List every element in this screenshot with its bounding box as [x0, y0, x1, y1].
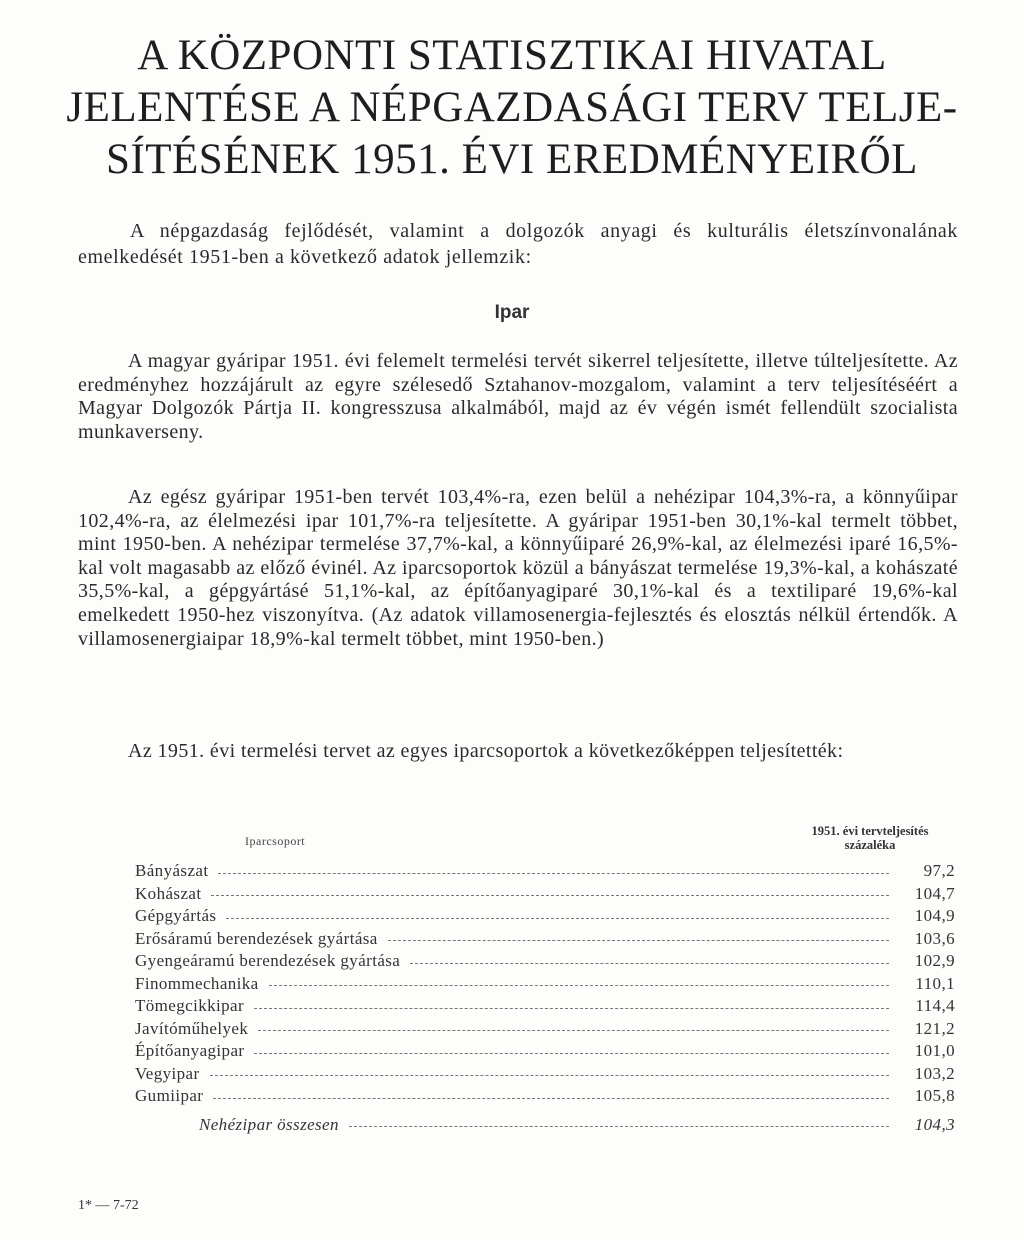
row-value: 110,1: [915, 973, 955, 993]
row-label: Gépgyártás: [135, 906, 217, 926]
row-label: Erősáramú berendezések gyártása: [135, 928, 378, 948]
table-total-row: [135, 1114, 955, 1137]
row-value: 105,8: [914, 1086, 955, 1106]
plan-fulfillment-table: [135, 820, 955, 1136]
paragraph-1: A magyar gyáripar 1951. évi felemelt termelési tervét sikerrel teljesítette, illetve túlteljesítette. Az eredményhez hozzájárult az egyre szélesedő Sztahanov-mozgalom, valamint a terv teljesítéséért a Magyar Dolgozók Pártja II. kongresszusa alkalmából, majd az év végén ismét fellendült szocialista munkaverseny.: [78, 350, 958, 443]
table-row: [135, 928, 955, 951]
row-label: Finommechanika: [135, 973, 259, 993]
leader-dashes: [211, 895, 889, 896]
table-body: [135, 860, 955, 1108]
row-label: Gyengeáramú berendezések gyártása: [135, 951, 401, 971]
table-row: [135, 883, 955, 906]
leader-dashes: [349, 1126, 889, 1127]
row-label: Építőanyagipar: [135, 1041, 245, 1061]
row-label: Bányászat: [135, 861, 209, 881]
row-value: 104,9: [914, 906, 955, 926]
row-value: 102,9: [914, 951, 955, 971]
table-header: [135, 820, 955, 860]
row-value: 101,0: [914, 1041, 955, 1061]
document-title: [60, 30, 964, 186]
intro-paragraph: A népgazdaság fejlődését, valamint a dolgozók anyagi és kulturális életszínvonalának emelkedését 1951-ben a következő adatok jellemzik:: [78, 220, 958, 268]
paragraph-2: Az egész gyáripar 1951-ben tervét 103,4%-ra, ezen belül a nehézipar 104,3%-ra, a könnyűipar 102,4%-ra, az élelmezési ipar 101,7%-ra teljesítette. A gyáripar 1951-ben 30,1%-kal termelt többet, mint 1950-ben. A nehézipar termelése 37,7%-kal, a könnyűiparé 26,9%-kal, az élelmezési iparé 16,5%-kal volt magasabb az előző évinél. Az iparcsoportok közül a bányászat termelése 19,3%-kal, a kohászaté 35,5%-kal, a gépgyártásé 51,1%-kal, az építőanyagiparé 30,1%-kal és a textiliparé 19,6%-kal emelkedett 1950-hez viszonyítva. (Az adatok villamosenergia-fejlesztés és elosztás nélkül értendők. A villamosenergiaipar 18,9%-kal termelt többet, mint 1950-ben.): [78, 486, 958, 650]
row-label: Javítóműhelyek: [135, 1018, 249, 1038]
title-line-1: A KÖZPONTI STATISZTIKAI HIVATAL: [137, 32, 887, 79]
page-footer: 1* — 7-72: [78, 1198, 139, 1213]
title-line-2: JELENTÉSE A NÉPGAZDASÁGI TERV TELJE-: [66, 84, 958, 131]
table-row: [135, 1085, 955, 1108]
total-label: Nehézipar összesen: [199, 1114, 339, 1134]
row-value: 114,4: [915, 996, 955, 1016]
leader-dashes: [388, 940, 889, 941]
leader-dashes: [254, 1008, 889, 1009]
table-row: [135, 1040, 955, 1063]
leader-dashes: [269, 985, 889, 986]
title-line-3: SÍTÉSÉNEK 1951. ÉVI EREDMÉNYEIRŐL: [106, 136, 918, 183]
row-value: 103,2: [914, 1063, 955, 1083]
leader-dashes: [226, 918, 889, 919]
table-row: [135, 1018, 955, 1041]
leader-dashes: [210, 1075, 889, 1076]
row-value: 121,2: [914, 1018, 955, 1038]
leader-dashes: [410, 963, 889, 964]
column-header-percentage: 1951. évi tervteljesítés százaléka: [811, 824, 929, 852]
table-row: [135, 973, 955, 996]
leader-dashes: [218, 873, 889, 874]
row-label: Vegyipar: [135, 1063, 200, 1083]
row-value: 104,7: [914, 883, 955, 903]
table-row: [135, 1063, 955, 1086]
row-label: Kohászat: [135, 883, 202, 903]
row-label: Tömegcikkipar: [135, 996, 245, 1016]
row-label: Gumiipar: [135, 1086, 204, 1106]
leader-dashes: [254, 1053, 889, 1054]
row-value: 97,2: [923, 861, 955, 881]
column-header-group: Iparcsoport: [245, 834, 306, 848]
table-row: [135, 950, 955, 973]
leader-dashes: [213, 1098, 889, 1099]
total-value: 104,3: [914, 1114, 955, 1134]
section-heading: Ipar: [494, 302, 530, 323]
table-row: [135, 860, 955, 883]
paragraph-3: Az 1951. évi termelési tervet az egyes iparcsoportok a következőképpen teljesítették:: [128, 740, 844, 762]
row-value: 103,6: [914, 928, 955, 948]
leader-dashes: [258, 1030, 889, 1031]
table-row: [135, 995, 955, 1018]
table-row: [135, 905, 955, 928]
